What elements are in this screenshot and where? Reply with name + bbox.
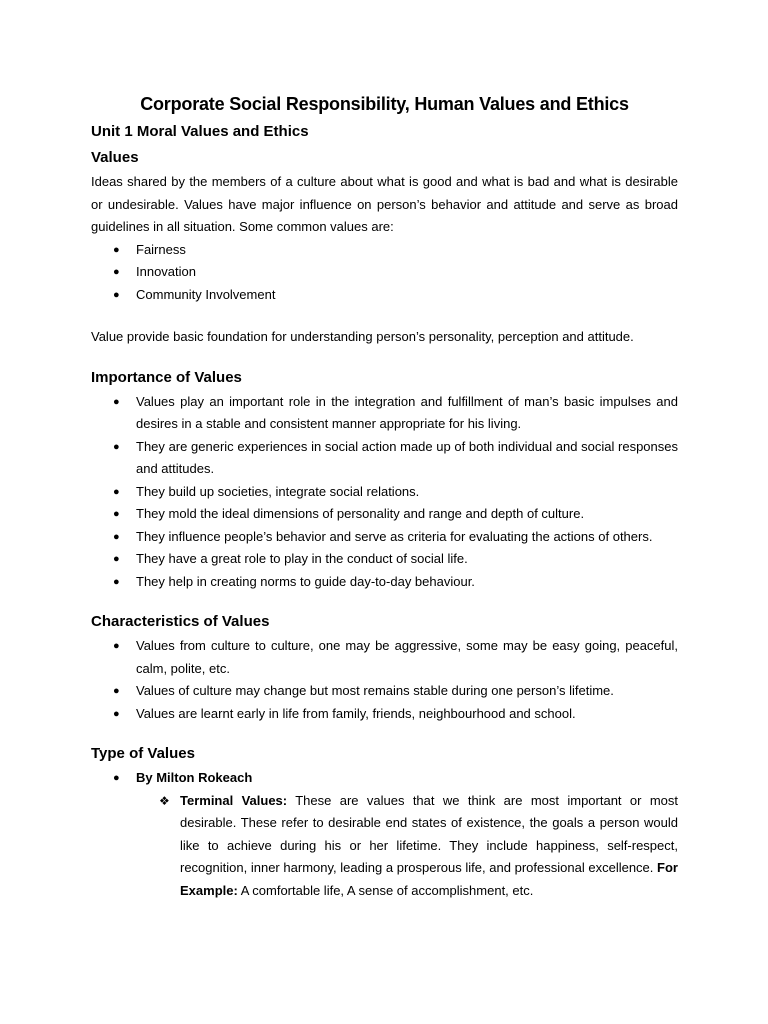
for-example-label: For Example:	[180, 860, 678, 898]
bullet-dot-icon: ●	[113, 288, 120, 301]
types-list	[91, 767, 678, 790]
bullet-dot-icon: ●	[113, 508, 120, 520]
values-closing: Value provide basic foundation for understanding person’s personality, perception and attitude.	[91, 329, 634, 344]
bullet-dot-icon: ●	[113, 707, 120, 720]
list-item: ● They influence people’s behavior and serve as criteria for evaluating the actions of others.	[91, 526, 678, 549]
by-milton-rokeach: By Milton Rokeach	[136, 770, 253, 785]
bullet-dot-icon: ●	[113, 772, 120, 784]
bullet-dot-icon: ●	[113, 685, 120, 697]
list-item: ● Fairness	[91, 239, 678, 262]
list-item: ● Values play an important role in the integration and fulfillment of man’s basic impulses and desires in a stable and consistent manner appropriate for his living.	[91, 391, 678, 436]
list-item: ● Values are learnt early in life from family, friends, neighbourhood and school.	[91, 703, 678, 726]
list-item: ● Innovation	[91, 261, 678, 284]
list-item: ● Values of culture may change but most remains stable during one person’s lifetime.	[91, 680, 678, 703]
values-intro: Ideas shared by the members of a culture about what is good and what is bad and what is desirable or undesirable. Values have major influence on person’s behavior and attitude and serve as broad guidelines in all situation. Some common values are:	[91, 174, 678, 234]
list-item: ● They are generic experiences in social action made up of both individual and social responses and attitudes.	[91, 436, 678, 481]
bullet-dot-icon: ●	[113, 640, 120, 652]
list-item: ● Values from culture to culture, one may be aggressive, some may be easy going, peaceful, calm, polite, etc.	[91, 635, 678, 680]
bullet-dot-icon: ●	[113, 530, 120, 543]
bullet-dot-icon: ●	[113, 266, 120, 278]
bullet-dot-icon: ●	[113, 485, 120, 498]
list-item: ● They mold the ideal dimensions of personality and range and depth of culture.	[91, 503, 678, 526]
for-example-text: A comfortable life, A sense of accomplishment, etc.	[237, 882, 534, 898]
list-item: ● They have a great role to play in the conduct of social life.	[91, 548, 678, 571]
bullet-dot-icon: ●	[113, 243, 120, 256]
terminal-values-list	[91, 790, 678, 903]
list-item	[91, 767, 678, 790]
list-item: ● Community Involvement	[91, 284, 678, 307]
characteristics-list	[91, 635, 678, 725]
bullet-dot-icon: ●	[113, 553, 120, 565]
page-title: Corporate Social Responsibility, Human Values and Ethics	[140, 94, 629, 114]
types-heading: Type of Values	[91, 745, 195, 762]
terminal-values-label: Terminal Values:	[180, 792, 288, 808]
values-heading: Values	[91, 149, 139, 166]
document-page	[91, 92, 678, 902]
characteristics-heading: Characteristics of Values	[91, 613, 270, 630]
bullet-dot-icon: ●	[113, 395, 120, 408]
importance-heading: Importance of Values	[91, 368, 242, 386]
unit-heading: Unit 1 Moral Values and Ethics	[91, 123, 309, 140]
terminal-values-text: These are values that we think are most important or most desirable. These refer to desirable end states of existence, the goals a person would like to achieve during his or her lifetime. They include happiness, self-respect, recognition, inner harmony, leading a prosperous life, and professional excellence.	[180, 792, 678, 875]
bullet-dot-icon: ●	[113, 575, 120, 588]
importance-list	[91, 391, 678, 594]
diamond-bullet-icon: ❖	[159, 793, 170, 808]
values-list	[91, 239, 678, 307]
bullet-dot-icon: ●	[113, 440, 120, 453]
list-item: ● They help in creating norms to guide day-to-day behaviour.	[91, 571, 678, 594]
list-item	[91, 790, 678, 903]
list-item: ● They build up societies, integrate social relations.	[91, 481, 678, 504]
